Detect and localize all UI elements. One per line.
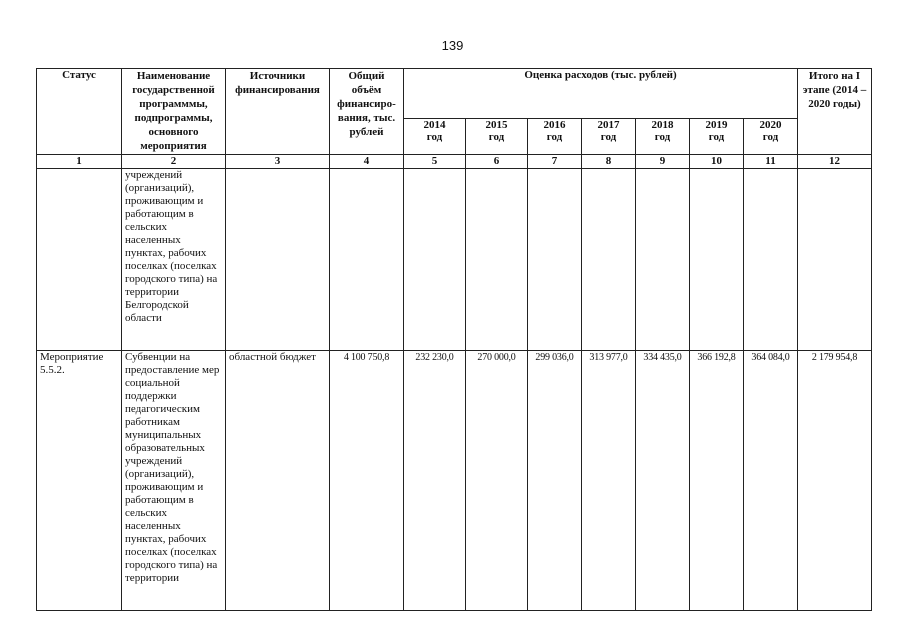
row-status: Мероприятие 5.5.2. — [37, 351, 122, 611]
row-value-2020: 364 084,0 — [744, 351, 798, 611]
header-year-2017: 2017 год — [582, 119, 636, 155]
header-year-2015: 2015 год — [466, 119, 528, 155]
row-value-2014 — [404, 169, 466, 351]
row-source — [226, 169, 330, 351]
column-number: 5 — [404, 155, 466, 169]
column-number: 7 — [528, 155, 582, 169]
header-year-2020: 2020 год — [744, 119, 798, 155]
row-value-2020 — [744, 169, 798, 351]
row-value-2016 — [528, 169, 582, 351]
budget-table — [36, 68, 872, 611]
header-name: Наименование государственной программмы, подпрограммы, основного мероприятия — [122, 69, 226, 155]
column-number: 6 — [466, 155, 528, 169]
header-total: Общий объём финансиро-вания, тыс. рублей — [330, 69, 404, 155]
column-number-row — [37, 155, 872, 169]
header-estimate: Оценка расходов (тыс. рублей) — [404, 69, 798, 119]
table-row — [37, 169, 872, 351]
row-value-2017: 313 977,0 — [582, 351, 636, 611]
column-number: 3 — [226, 155, 330, 169]
row-name: учреждений (организаций), проживающим и работающим в сельских населенных пунктах, рабочих поселках (поселках городского типа) на территории Белгородской области — [122, 169, 226, 351]
header-row-1 — [37, 69, 872, 119]
header-itogo: Итого на I этапе (2014 – 2020 годы) — [798, 69, 872, 155]
header-year-2018: 2018 год — [636, 119, 690, 155]
header-year-2016: 2016 год — [528, 119, 582, 155]
row-status — [37, 169, 122, 351]
column-number: 11 — [744, 155, 798, 169]
row-value-2018: 334 435,0 — [636, 351, 690, 611]
row-value-2014: 232 230,0 — [404, 351, 466, 611]
row-value-2015 — [466, 169, 528, 351]
row-itogo — [798, 169, 872, 351]
row-itogo: 2 179 954,8 — [798, 351, 872, 611]
row-value-2019 — [690, 169, 744, 351]
header-sources: Источники финансирования — [226, 69, 330, 155]
column-number: 1 — [37, 155, 122, 169]
row-total — [330, 169, 404, 351]
column-number: 12 — [798, 155, 872, 169]
row-total: 4 100 750,8 — [330, 351, 404, 611]
row-value-2015: 270 000,0 — [466, 351, 528, 611]
row-value-2016: 299 036,0 — [528, 351, 582, 611]
header-status: Статус — [37, 69, 122, 155]
row-value-2017 — [582, 169, 636, 351]
row-name: Субвенции на предоставление мер социальной поддержки педагогическим работникам муниципальных образовательных учреждений (организаций), проживающим и работающим в сельских населенных пунктах, рабочих поселках (поселках городского типа) на территории — [122, 351, 226, 611]
table-row — [37, 351, 872, 611]
row-source: областной бюджет — [226, 351, 330, 611]
header-year-2014: 2014 год — [404, 119, 466, 155]
header-year-2019: 2019 год — [690, 119, 744, 155]
column-number: 9 — [636, 155, 690, 169]
column-number: 4 — [330, 155, 404, 169]
column-number: 10 — [690, 155, 744, 169]
column-number: 2 — [122, 155, 226, 169]
column-number: 8 — [582, 155, 636, 169]
page-number: 139 — [441, 38, 464, 53]
row-value-2018 — [636, 169, 690, 351]
row-value-2019: 366 192,8 — [690, 351, 744, 611]
